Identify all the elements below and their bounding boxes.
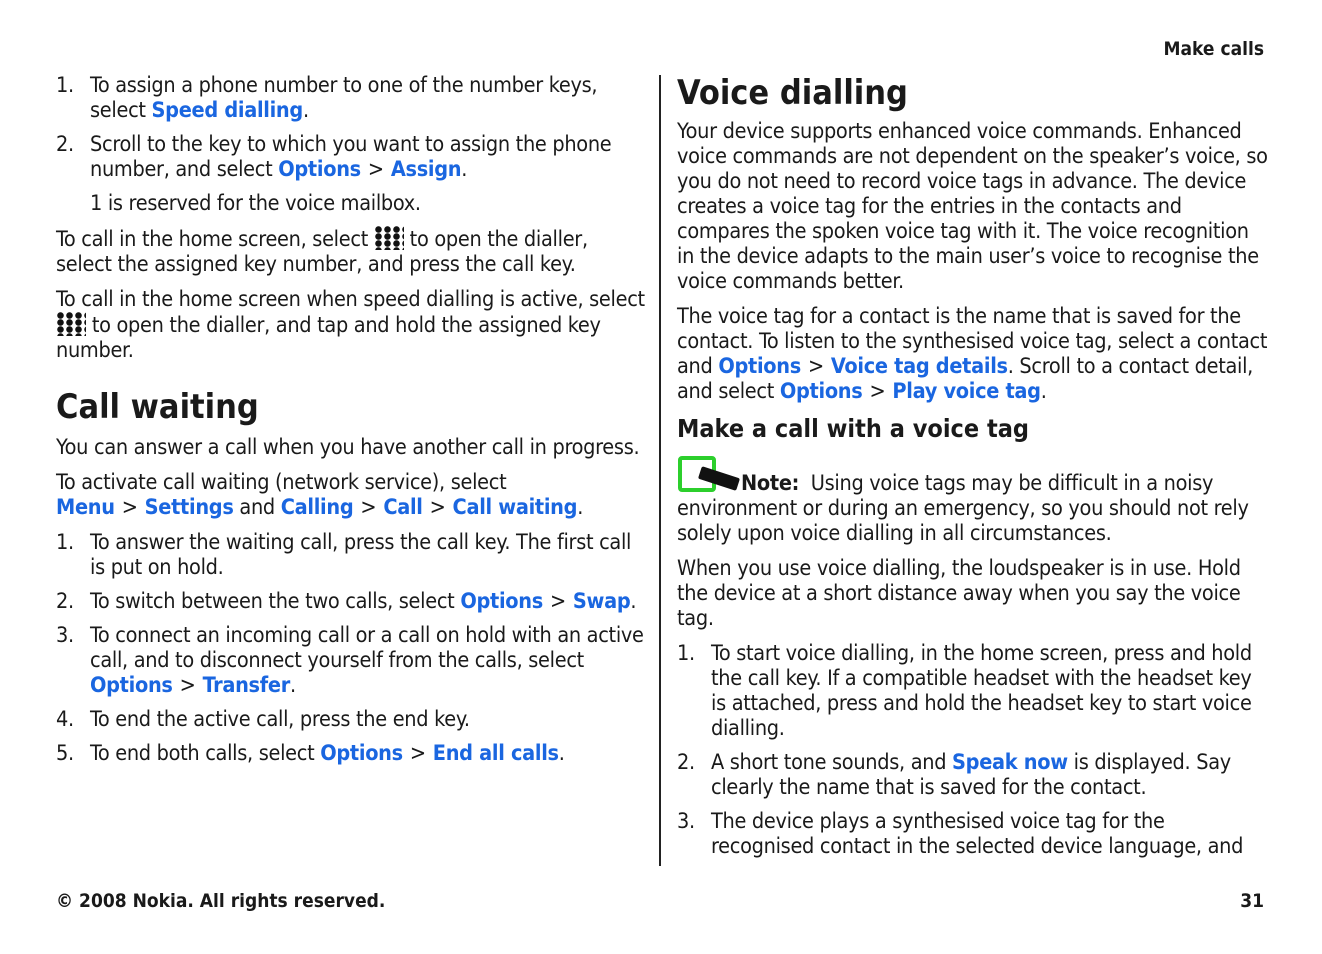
- menu-separator: >: [807, 354, 824, 379]
- voice-tag-paragraph: [677, 304, 1269, 404]
- punctuation: .: [558, 741, 565, 766]
- menu-separator: >: [179, 673, 196, 698]
- play-voice-tag-link[interactable]: Play voice tag: [892, 379, 1041, 404]
- step-number: 1.: [56, 530, 74, 555]
- end-all-calls-link[interactable]: End all calls: [432, 741, 559, 766]
- punctuation: .: [577, 495, 584, 520]
- step-text: To answer the waiting call, press the call key. The first call is put on hold.: [90, 530, 632, 580]
- speak-now-link[interactable]: Speak now: [952, 750, 1068, 775]
- paragraph-text: To call in the home screen when speed dialling is active, select: [56, 287, 645, 312]
- call-waiting-steps: [56, 530, 646, 766]
- options-link[interactable]: Options: [278, 157, 361, 182]
- paragraph-text: To call in the home screen, select: [56, 227, 374, 252]
- copyright: © 2008 Nokia. All rights reserved.: [56, 890, 386, 912]
- settings-link[interactable]: Settings: [144, 495, 234, 520]
- step-text: A short tone sounds, and: [711, 750, 953, 775]
- call-waiting-activate: [56, 470, 646, 520]
- list-item: [56, 741, 646, 766]
- note-paragraph: [677, 456, 1269, 546]
- list-item: [56, 73, 646, 123]
- step-text: To assign a phone number to one of the number keys, select: [90, 73, 598, 123]
- menu-separator: >: [549, 589, 566, 614]
- swap-link[interactable]: Swap: [572, 589, 631, 614]
- list-item: [56, 530, 646, 580]
- step-number: 3.: [677, 809, 695, 834]
- list-item: [56, 623, 646, 698]
- header-section-title: Make calls: [1163, 38, 1264, 60]
- paragraph-text: . Scroll to a contact detail, and select: [677, 354, 1254, 404]
- step-text: To switch between the two calls, select: [90, 589, 461, 614]
- list-item: [677, 750, 1269, 800]
- voice-dialling-steps: [677, 641, 1269, 859]
- speed-dial-steps: [56, 73, 646, 182]
- note-icon: [677, 456, 741, 494]
- punctuation: .: [630, 589, 637, 614]
- menu-separator: >: [869, 379, 886, 404]
- step-number: 3.: [56, 623, 74, 648]
- list-item: [56, 707, 646, 732]
- step-text: Scroll to the key to which you want to assign the phone number, and select: [90, 132, 612, 182]
- step-number: 1.: [56, 73, 74, 98]
- keypad-icon: [56, 312, 86, 336]
- punctuation: .: [461, 157, 468, 182]
- reserved-note: 1 is reserved for the voice mailbox.: [90, 191, 421, 216]
- note-text: Using voice tags may be difficult in a noisy environment or during an emergency, so you should not rely solely upon voice dialling in all circumstances.: [677, 471, 1249, 546]
- step-number: 4.: [56, 707, 74, 732]
- punctuation: .: [1040, 379, 1047, 404]
- voice-tag-details-link[interactable]: Voice tag details: [830, 354, 1008, 379]
- keypad-icon: [374, 226, 404, 250]
- punctuation: .: [302, 98, 309, 123]
- list-item: [56, 132, 646, 182]
- voice-tag-call-heading: Make a call with a voice tag: [677, 414, 1029, 443]
- step-text: To connect an incoming call or a call on hold with an active call, and to disconnect yourself from the calls, select: [90, 623, 644, 673]
- call-home-screen-paragraph: [56, 226, 646, 277]
- transfer-link[interactable]: Transfer: [202, 673, 290, 698]
- menu-separator: >: [360, 495, 377, 520]
- paragraph-text: The voice tag for a contact is the name that is saved for the contact. To listen to the synthesised voice tag, select a contact and: [677, 304, 1268, 379]
- menu-link[interactable]: Menu: [56, 495, 115, 520]
- call-link[interactable]: Call: [383, 495, 423, 520]
- menu-separator: >: [409, 741, 426, 766]
- paragraph-text: and: [233, 495, 281, 520]
- list-item: [677, 641, 1269, 741]
- menu-separator: >: [367, 157, 384, 182]
- list-item: [56, 589, 646, 614]
- options-link[interactable]: Options: [320, 741, 403, 766]
- assign-link[interactable]: Assign: [390, 157, 462, 182]
- call-waiting-heading: Call waiting: [56, 387, 259, 427]
- step-number: 2.: [677, 750, 695, 775]
- options-link[interactable]: Options: [718, 354, 801, 379]
- menu-separator: >: [429, 495, 446, 520]
- step-number: 2.: [56, 132, 74, 157]
- left-column: [56, 73, 646, 775]
- call-waiting-intro: You can answer a call when you have another call in progress.: [56, 435, 640, 460]
- page-number: 31: [1240, 890, 1264, 912]
- speed-dialling-link[interactable]: Speed dialling: [151, 98, 303, 123]
- menu-separator: >: [121, 495, 138, 520]
- call-waiting-link[interactable]: Call waiting: [452, 495, 578, 520]
- list-item: [677, 809, 1269, 859]
- voice-dialling-intro: Your device supports enhanced voice commands. Enhanced voice commands are not dependent on the speaker’s voice, so you do not need to record voice tags in advance. The device creates a voice tag for the entries in the contacts and compares the spoken voice tag with it. The voice recognition in the device adapts to the main user’s voice to recognise the voice commands better.: [677, 119, 1268, 294]
- column-divider: [659, 75, 661, 866]
- step-text: To start voice dialling, in the home screen, press and hold the call key. If a compatible headset with the headset key is attached, press and hold the headset key to start voice dialling.: [711, 641, 1252, 741]
- step-text: The device plays a synthesised voice tag for the recognised contact in the selected device language, and: [711, 809, 1244, 859]
- paragraph-text: to open the dialler, and tap and hold the assigned key number.: [56, 313, 601, 363]
- note-label: Note:: [741, 471, 800, 496]
- step-number: 5.: [56, 741, 74, 766]
- options-link[interactable]: Options: [90, 673, 173, 698]
- step-number: 1.: [677, 641, 695, 666]
- right-column: [677, 73, 1269, 868]
- options-link[interactable]: Options: [460, 589, 543, 614]
- step-text: To end both calls, select: [90, 741, 321, 766]
- calling-link[interactable]: Calling: [280, 495, 354, 520]
- loudspeaker-paragraph: When you use voice dialling, the loudspeaker is in use. Hold the device at a short distance away when you say the voice tag.: [677, 556, 1241, 631]
- step-number: 2.: [56, 589, 74, 614]
- paragraph-text: to open the dialler, select the assigned key number, and press the call key.: [56, 227, 588, 277]
- voice-dialling-heading: Voice dialling: [677, 73, 908, 113]
- punctuation: .: [289, 673, 296, 698]
- step-text: To end the active call, press the end key.: [90, 707, 470, 732]
- step-text: is displayed. Say clearly the name that is saved for the contact.: [711, 750, 1231, 800]
- options-link[interactable]: Options: [779, 379, 863, 404]
- speed-dial-active-paragraph: [56, 287, 646, 363]
- paragraph-text: To activate call waiting (network service), select: [56, 470, 507, 495]
